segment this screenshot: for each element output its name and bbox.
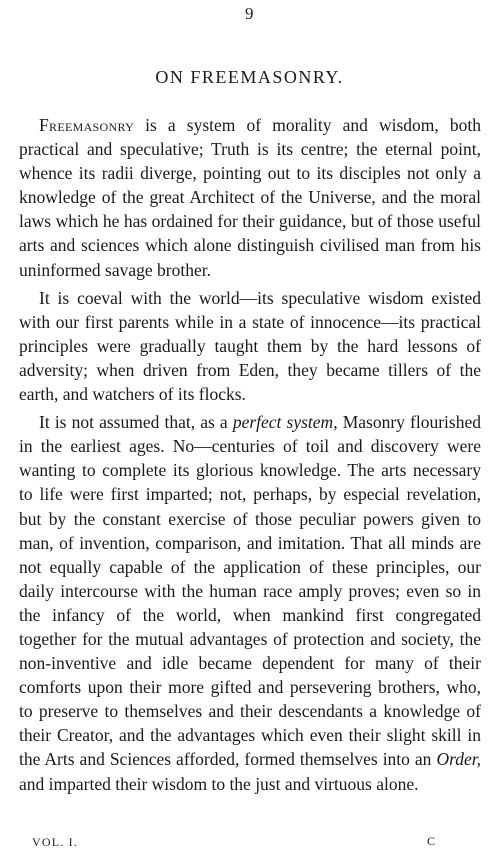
volume-label: VOL. I. [32, 835, 79, 849]
page-number: 9 [245, 4, 254, 23]
italic-phrase: perfect system, [232, 412, 338, 433]
paragraph-2 [19, 286, 481, 406]
body-text [19, 113, 481, 800]
paragraph-text: It is coeval with the world—its speculative wisdom existed with our first parents while in a state of innocence—its practical principles were gradually taught them by the hard lessons of adversity; when driven from Eden, they became tillers of the earth, and watchers of its flocks. [19, 287, 481, 405]
paragraph-1 [19, 113, 481, 282]
signature-mark: C [427, 834, 436, 848]
paragraph-text: is a system of morality and wisdom, both practical and speculative; Truth is its centre; the eternal point, whence its radii diverge, pointing out to its disciples not only a knowledge of the great Architect of the Universe, and the moral laws which he has ordained for their guidance, but of those useful arts and sciences which alone distinguish civilised man from his uninformed savage brother. [19, 115, 481, 280]
paragraph-text: and imparted their wisdom to the just and virtuous alone. [19, 773, 419, 794]
italic-phrase: Order, [436, 749, 481, 770]
paragraph-text: It is not assumed that, as a [39, 412, 233, 433]
paragraph-text: Masonry flourished in the earliest ages. No—centuries of toil and discovery were wanting to complete its glorious knowledge. The arts necessary to life were first imparted; not, perhaps, by especial revelation, but by the constant exercise of those peculiar powers given to man, of invention, comparison, and imitation. That all minds are not equally capable of the application of these principles, our daily intercourse with the human race amply proves; even so in the infancy of the world, when mankind first congregated together for the mutual advantages of protection and society, the non-inventive and idle became dependent for many of their comforts upon their more gifted and persevering brothers, who, to preserve to themselves and their descendants a knowledge of their Creator, and the advantages which even their slight skill in the Arts and Sciences afforded, formed themselves into an [19, 412, 481, 770]
chapter-title: ON FREEMASONRY. [155, 67, 344, 87]
paragraph-3 [19, 410, 481, 796]
paragraph-lead-word: Freemasonry [39, 115, 135, 135]
